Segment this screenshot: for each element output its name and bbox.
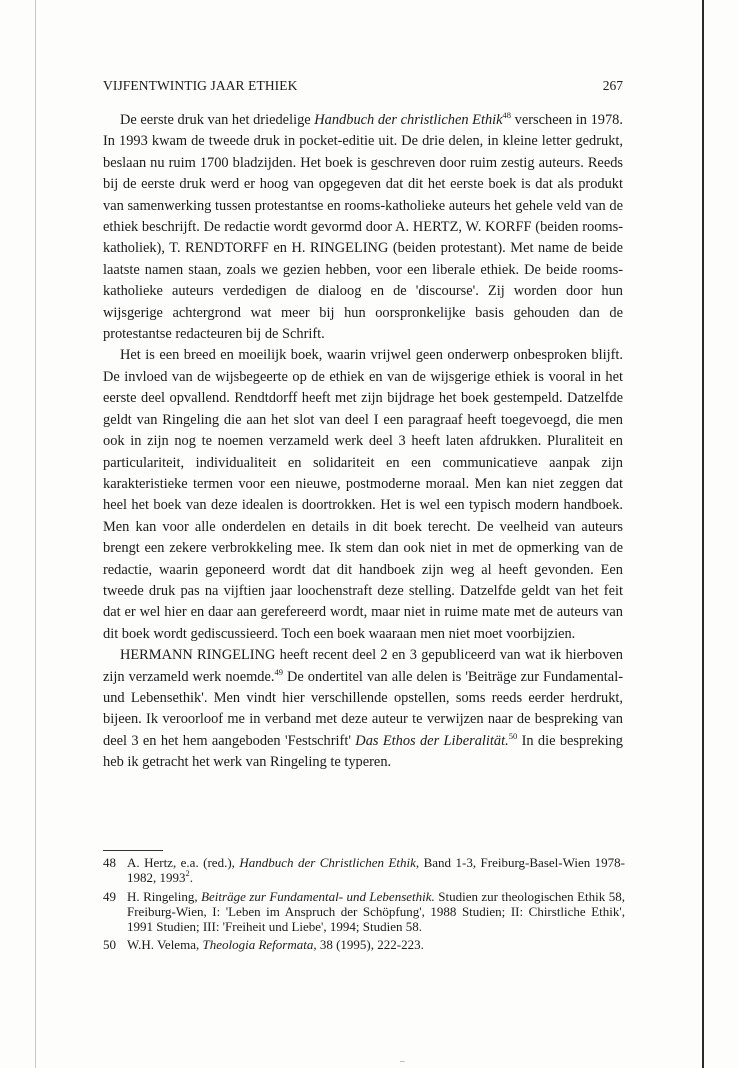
- footnote-text: [127, 855, 625, 886]
- paragraph-3-text-c: In die bespreking heb ik getracht het werk van Ringeling te typeren.: [103, 732, 623, 771]
- footnote-49-text-a: H. Ringeling,: [127, 888, 202, 904]
- page-number: 267: [602, 78, 623, 93]
- footnote-48: [103, 855, 625, 886]
- paragraph-1: [103, 110, 623, 345]
- scan-dash-mark: –: [400, 1056, 405, 1066]
- paragraph-1-text-b: verscheen in 1978. In 1993 kwam de tweede druk in pocket-editie uit. De drie delen, in kleine letter gedrukt, beslaan nu ruim 1700 bladzijden. Het boek is geschreven door ruim zestig auteurs. Reeds bij de eerste druk werd er hoog van opgegeven dat dit het eerste boek is dat als produkt van samenwerking tussen protestantse en rooms-katholieke auteurs het gehele veld van de ethiek beschrijft. De redactie wordt gevormd door A. HERTZ, W. KORFF (beiden rooms-katholiek), T. RENDTORFF en H. RINGELING (beiden protestant). Met name de beide laatste namen staan, zoals we gezien hebben, voor een liberale ethiek. De beide rooms-katholieke auteurs verdedigen de dialoog en de 'discourse'. Zij worden door hun wijsgerige achtergrond wat meer bij hun oorspronkelijke basis gehouden dan de protestantse redacteuren bij de Schrift.: [103, 112, 623, 343]
- footnote-number: 49: [103, 888, 116, 904]
- paragraph-3: [103, 645, 623, 773]
- footnote-48-text-b: Band 1-3, Freiburg-Basel-Wien 1978-1982, 1993: [127, 855, 626, 886]
- running-head: [103, 78, 623, 98]
- footnote-text: [127, 889, 625, 935]
- scan-right-edge: [702, 0, 704, 1068]
- footnote-50-text-a: W.H. Velema,: [127, 937, 203, 953]
- paragraph-1-text-a: De eerste druk van het driedelige: [120, 112, 315, 128]
- book-title-handbuch: Handbuch der christlichen Ethik: [314, 112, 503, 128]
- footnote-ref-49: 49: [274, 666, 283, 677]
- footnote-49-text-b: Studien zur theologischen Ethik 58, Freiburg-Wien, I: 'Leben im Anspruch der Schöpfung', 1988 Studien; II: Chirstliche Ethik', 1991 Studien; III: 'Freiheit und Liebe', 1994; Studien 58.: [127, 888, 625, 935]
- footnote-48-text-a: A. Hertz, e.a. (red.),: [127, 855, 240, 870]
- footnote-50: [103, 937, 625, 952]
- paragraph-2: Het is een breed en moeilijk boek, waarin vrijwel geen onderwerp onbesproken blijft. De invloed van de wijsbegeerte op de ethiek en van de wijsgerige ethiek is vooral in het eerste deel opvallend. Rendtdorff heeft met zijn bijdrage het boek gestempeld. Datzelfde geldt van Ringeling die aan het slot van deel I een paragraaf heeft toegevoegd, die men ook in zijn nog te noemen verzameld werk deel 3 heeft laten afdrukken. Pluraliteit en particulariteit, individualiteit en solidariteit en een communicatieve aanpak zijn karakteristieke termen voor een nieuwe, postmoderne moraal. Men kan niet zeggen dat heel het boek van deze idealen is doortrokken. Het is wel een typisch modern handboek. Men kan voor alle onderdelen en details in dit boek terecht. De veelheid van auteurs brengt een zekere verbrokkeling mee. Ik stem dan ook niet in met de opmerking van de redactie, waarin geponeerd wordt dat dit handboek zijn weg al heeft gevonden. Een tweede druk pas na vijftien jaar loochenstraft deze stelling. Datzelfde geldt van het feit dat er wel hier en daar aan gerefereerd wordt, maar niet in ruime mate met de auteurs van dit boek wordt gediscussieerd. Toch een boek waaraan men niet moet voorbijzien.: [103, 347, 623, 642]
- footnote-number: 48: [103, 855, 116, 870]
- book-title-ethos: Das Ethos der Liberalität.: [355, 732, 509, 749]
- footnotes: [103, 855, 625, 956]
- footnote-50-text-b: 38 (1995), 222-223.: [316, 937, 424, 953]
- edition-superscript: 2: [185, 868, 190, 879]
- footnote-49: [103, 889, 625, 935]
- footnote-rule: [103, 850, 163, 851]
- footnote-50-title: Theologia Reformata,: [202, 937, 317, 953]
- footnote-text: [127, 937, 625, 952]
- scan-left-edge: [35, 0, 36, 1068]
- body-text: [103, 110, 623, 774]
- paragraph-3-text-a: HERMANN RINGELING heeft recent deel 2 en 3 gepubliceerd van wat ik hierboven zijn verzameld werk noemde.: [103, 647, 623, 685]
- footnote-48-title: Handbuch der Christlichen Ethik,: [239, 855, 420, 870]
- footnote-49-title: Beiträge zur Fundamental- und Lebensethik.: [201, 888, 435, 904]
- footnote-number: 50: [103, 937, 116, 953]
- footnote-ref-50: 50: [508, 730, 518, 741]
- footnote-ref-48: 48: [502, 110, 512, 120]
- running-title: VIJFENTWINTIG JAAR ETHIEK: [103, 78, 298, 93]
- footnote-48-text-c: .: [189, 870, 193, 886]
- paragraph-3-text-b: De ondertitel van alle delen is 'Beiträge zur Fundamental- und Lebensethik'. Men vindt hier verschillende opstellen, soms reeds eerder herdrukt, bijeen. Ik veroorloof me in verband met deze auteur te verwijzen naar de bespreking van deel 3 en het hem aangeboden 'Festschrift': [103, 668, 623, 749]
